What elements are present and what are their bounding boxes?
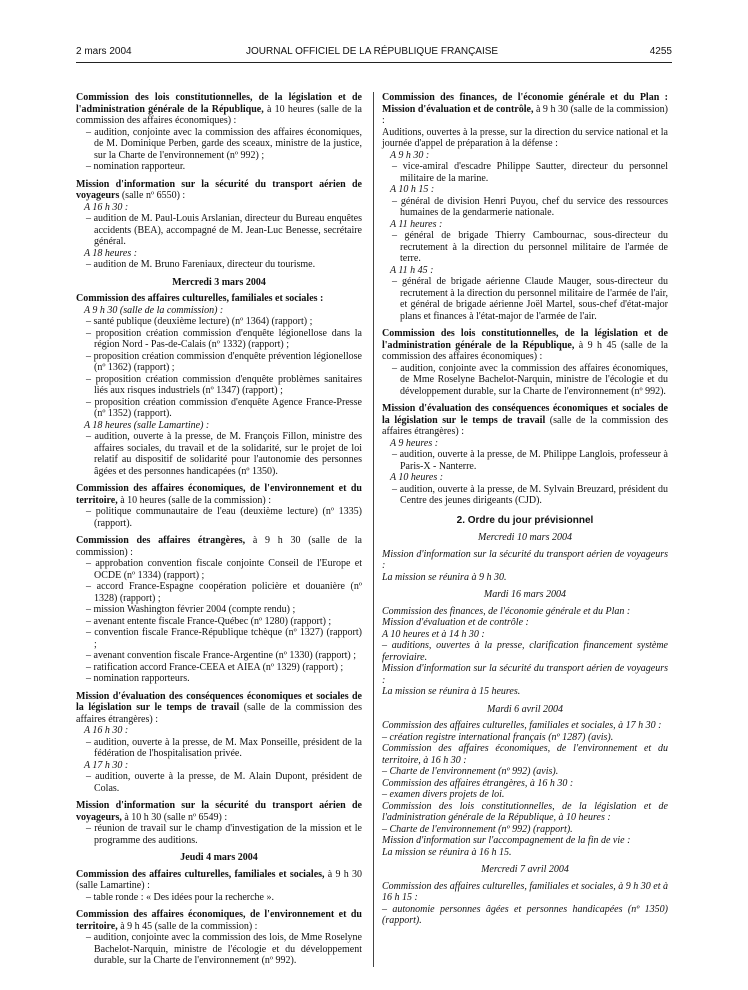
agenda-item: – santé publique (deuxième lecture) (nº 1364) (rapport) ; (86, 316, 313, 327)
body-name: Commission des affaires culturelles, familiales et sociales, (76, 868, 325, 880)
agenda-item: – ratification accord France-CEEA et AIEA (nº 1329) (rapport) ; (86, 661, 344, 673)
body-heading (76, 92, 362, 127)
agenda-block (76, 869, 362, 904)
agenda-item: – proposition création commission d'enquête Agence France-Presse (nº 1352) (rapport). (86, 396, 362, 419)
agenda-item: – proposition création commission d'enquête légionellose dans la région Nord - Pas-de-Calais (nº 1332) (rapport) ; (86, 327, 362, 350)
agenda-item: – audition, ouverte à la presse, de M. Philippe Langlois, professeur à Paris-X - Nanterre. (392, 449, 668, 472)
agenda-item: – audition, ouverte à la presse, de M. Max Ponseille, président de la fédération de l'hospitalisation privée. (86, 736, 362, 759)
body-name: Mission d'information sur la sécurité du transport aérien de voyageurs, (76, 800, 362, 823)
agenda-block (76, 691, 362, 795)
column-divider (373, 92, 374, 967)
agenda-item: – audition, conjointe avec la commission des lois, de Mme Roselyne Bachelot-Narquin, ministre de l'écologie et du développement durable, sur la Charte de l'environnement (nº 992). (86, 932, 362, 966)
body-heading (76, 483, 362, 506)
body-name: Commission des affaires économiques, de l'environnement et du territoire, (76, 483, 362, 506)
agenda-block (382, 881, 668, 927)
agenda-item: – audition, conjointe avec la commission des affaires économiques, de M. Dominique Perben, garde des sceaux, ministre de la justice, sur la Charte de l'environnement (nº 992) ; (86, 126, 362, 161)
body-name: Commission des lois constitutionnelles, de la législation et de l'administration générale de la République, (76, 92, 362, 115)
body-name: Mission d'information sur la sécurité du transport aérien de voyageurs (76, 178, 362, 201)
agenda-line: La mission se réunira à 9 h 30. (382, 571, 507, 583)
agenda-block (76, 800, 362, 846)
body-heading (76, 800, 362, 823)
page-header (76, 46, 672, 60)
header-page-number: 4255 (649, 46, 672, 57)
agenda-line: Commission des finances, de l'économie générale et du Plan : (382, 605, 631, 617)
agenda-item: – audition, ouverte à la presse, de M. Alain Dupont, président de Colas. (86, 771, 362, 794)
agenda-date: Mercredi 10 mars 2004 (478, 532, 572, 543)
body-details: (salle nº 6550) : (119, 190, 186, 201)
agenda-line: – Charte de l'environnement (nº 992) (avis). (382, 766, 559, 777)
body-name: Commission des lois constitutionnelles, de la législation et de l'administration générale de la République, (382, 328, 668, 351)
agenda-block (382, 328, 668, 397)
agenda-block (76, 179, 362, 271)
agenda-item: – mission Washington février 2004 (compte rendu) ; (86, 604, 296, 615)
agenda-item: – général de division Henri Puyou, chef du service des ressources humaines de la gendarmerie nationale. (392, 195, 668, 218)
body-details: (salle de la commission des affaires étrangères) : (382, 414, 668, 437)
agenda-block (76, 909, 362, 967)
time-label: A 10 h 15 : (390, 184, 435, 195)
body-details: à 9 h 30 (salle de la commission) : (382, 103, 668, 126)
agenda-item: – audition, conjointe avec la commission des affaires économiques, de Mme Roselyne Bachelot-Narquin, ministre de l'écologie et du développement durable, sur la Charte de l'environnement (nº 992). (392, 362, 668, 397)
agenda-item: – proposition création commission d'enquête prévention légionellose (nº 1362) (rapport) ; (86, 350, 362, 373)
agenda-block (382, 720, 668, 858)
body-heading (76, 293, 362, 305)
body-details: à 10 h 30 (salle nº 6549) : (121, 811, 228, 823)
agenda-item: – convention fiscale France-République tchèque (nº 1327) (rapport) ; (86, 627, 362, 650)
body-heading (382, 328, 668, 363)
header-journal-title: JOURNAL OFFICIEL DE LA RÉPUBLIQUE FRANÇAISE (246, 46, 499, 57)
agenda-line: – examen divers projets de loi. (382, 789, 505, 800)
body-heading (76, 691, 362, 726)
body-name: Commission des affaires économiques, de l'environnement et du territoire, (76, 909, 362, 932)
body-heading (382, 403, 668, 438)
date-heading: Mercredi 3 mars 2004 (172, 276, 266, 288)
body-details: à 9 h 45 (salle de la commission) : (117, 920, 258, 932)
agenda-line: Commission des affaires culturelles, familiales et sociales, à 17 h 30 : (382, 720, 662, 731)
body-name: Mission d'évaluation des conséquences économiques et sociales de la législation sur le temps de travail (76, 690, 362, 713)
agenda-item: – politique communautaire de l'eau (deuxième lecture) (nº 1335) (rapport). (86, 506, 362, 529)
body-details: à 9 h 45 (salle de la commission des affaires économiques) : (382, 339, 668, 362)
right-column (382, 92, 668, 933)
agenda-line: – Charte de l'environnement (nº 992) (rapport). (382, 823, 573, 835)
agenda-item: – général de brigade Thierry Cambournac, sous-directeur du recrutement à la direction du personnel militaire de l'armée de terre. (392, 230, 668, 264)
time-label: A 16 h 30 : (84, 725, 129, 736)
agenda-line: Commission des affaires étrangères, à 16 h 30 : (382, 777, 574, 789)
time-label: A 17 h 30 : (84, 759, 129, 771)
agenda-line: Mission d'évaluation et de contrôle : (382, 617, 529, 628)
agenda-block (382, 606, 668, 698)
time-label: A 11 heures : (390, 218, 443, 230)
agenda-line: Mission d'information sur la sécurité du transport aérien de voyageurs : (382, 548, 668, 571)
agenda-block (76, 92, 362, 173)
agenda-block (382, 549, 668, 584)
agenda-line: – auditions, ouvertes à la presse, clarification financement système ferroviaire. (382, 640, 668, 663)
agenda-line: La mission se réunira à 15 heures. (382, 686, 521, 697)
time-label: A 11 h 45 : (390, 264, 434, 276)
section-heading: 2. Ordre du jour prévisionnel (456, 514, 594, 526)
agenda-line: Commission des affaires culturelles, familiales et sociales, à 9 h 30 et à 16 h 15 : (382, 880, 668, 903)
body-name: Commission des affaires culturelles, familiales et sociales : (76, 293, 324, 304)
body-heading (76, 909, 362, 932)
agenda-block (382, 92, 668, 322)
body-heading (382, 92, 668, 127)
body-name: Commission des finances, de l'économie générale et du Plan : Mission d'évaluation et de contrôle, (382, 92, 668, 115)
agenda-item: – audition de M. Bruno Fareniaux, directeur du tourisme. (86, 259, 316, 270)
body-heading (76, 179, 362, 202)
body-details: à 10 heures (salle de la commission des affaires économiques) : (76, 103, 362, 126)
agenda-line: La mission se réunira à 16 h 15. (382, 846, 512, 858)
agenda-item: – avenant entente fiscale France-Québec (nº 1280) (rapport) ; (86, 615, 332, 627)
agenda-item: – avenant convention fiscale France-Argentine (nº 1330) (rapport) ; (86, 650, 357, 661)
body-name: Mission d'évaluation des conséquences économiques et sociales de la législation sur le temps de travail (382, 403, 668, 426)
agenda-line: Mission d'information sur l'accompagnement de la fin de vie : (382, 835, 631, 846)
time-label: A 9 heures : (390, 437, 439, 449)
time-label: A 16 h 30 : (84, 201, 129, 213)
agenda-item: – audition de M. Paul-Louis Arslanian, directeur du Bureau enquêtes accidents (BEA), accompagné de M. Jean-Luc Benesse, secrétaire général. (86, 213, 362, 247)
agenda-line: – création registre international français (nº 1287) (avis). (382, 731, 614, 743)
agenda-item: – nomination rapporteur. (86, 161, 186, 172)
agenda-line: Commission des affaires économiques, de l'environnement et du territoire, à 16 h 30 : (382, 743, 668, 766)
body-paragraph: Auditions, ouvertes à la presse, sur la direction du service national et la journée d'appel de préparation à la défense : (382, 126, 668, 149)
body-details: à 9 h 30 (salle de la commission) : (76, 535, 362, 558)
agenda-item: – table ronde : « Des idées pour la recherche ». (86, 891, 274, 903)
agenda-item: – approbation convention fiscale conjointe Conseil de l'Europe et OCDE (nº 1334) (rapport) ; (86, 558, 362, 581)
time-label: A 9 h 30 (salle de la commission) : (84, 304, 224, 316)
agenda-item: – audition, ouverte à la presse, de M. François Fillon, ministre des affaires sociales, du travail et de la solidarité, sur le projet de loi relatif au dispositif de solidarité pour l'autonomie des personnes âgées et des personnes handicapées (nº 1350). (86, 431, 362, 477)
agenda-line: A 10 heures et à 14 h 30 : (382, 628, 485, 640)
agenda-item: – accord France-Espagne coopération policière et douanière (nº 1328) (rapport) ; (86, 581, 362, 604)
header-date: 2 mars 2004 (76, 46, 132, 57)
agenda-item: – proposition création commission d'enquête problèmes sanitaires liés aux risques industriels (nº 1347) (rapport) ; (86, 373, 362, 396)
agenda-item: – audition, ouverte à la presse, de M. Sylvain Breuzard, président du Centre des jeunes dirigeants (CJD). (392, 483, 668, 506)
agenda-block (76, 535, 362, 685)
time-label: A 9 h 30 : (390, 149, 430, 161)
body-heading (76, 869, 362, 892)
time-label: A 18 heures : (84, 247, 138, 259)
agenda-item: – nomination rapporteurs. (86, 673, 190, 684)
agenda-line: – autonomie personnes âgées et personnes handicapées (nº 1350) (rapport). (382, 903, 668, 926)
body-details: (salle de la commission des affaires étrangères) : (76, 702, 362, 725)
agenda-line: Commission des lois constitutionnelles, de la législation et de l'administration générale de la République, à 10 heures : (382, 800, 668, 823)
agenda-date: Mercredi 7 avril 2004 (481, 864, 569, 875)
agenda-block (382, 403, 668, 507)
agenda-line: Mission d'information sur la sécurité du transport aérien de voyageurs : (382, 663, 668, 686)
body-heading (76, 535, 362, 558)
header-rule (76, 62, 672, 63)
body-details: à 9 h 30 (salle Lamartine) : (76, 868, 362, 891)
left-column (76, 92, 362, 973)
agenda-date: Mardi 16 mars 2004 (483, 589, 567, 600)
agenda-item: – vice-amiral d'escadre Philippe Sautter, directeur du personnel militaire de la marine. (392, 161, 668, 184)
time-label: A 10 heures : (390, 472, 444, 483)
agenda-date: Mardi 6 avril 2004 (486, 703, 563, 715)
agenda-item: – général de brigade aérienne Claude Mauger, sous-directeur du recrutement à la direction du personnel militaire de l'armée de l'air, et général de brigade aérienne Joël Martel, sous-chef d'état-major plans et finances à l'état-major de l'armée de l'air. (392, 276, 668, 322)
body-name: Commission des affaires étrangères, (76, 535, 246, 546)
agenda-block (76, 483, 362, 529)
time-label: A 18 heures (salle Lamartine) : (84, 419, 210, 431)
body-details: à 10 heures (salle de la commission) : (117, 494, 272, 506)
agenda-block (76, 293, 362, 477)
date-heading: Jeudi 4 mars 2004 (180, 852, 258, 863)
agenda-item: – réunion de travail sur le champ d'investigation de la mission et le programme des auditions. (86, 823, 362, 846)
